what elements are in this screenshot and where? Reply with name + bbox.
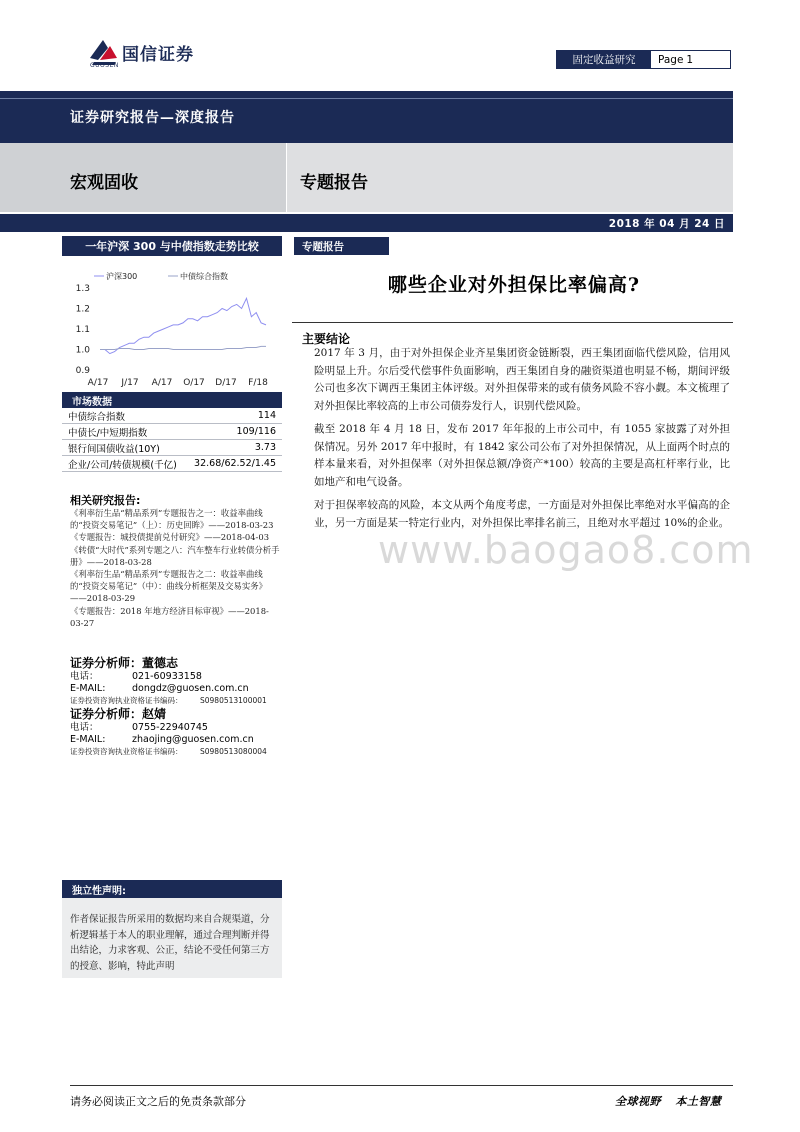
analyst-phone-line [70,722,282,734]
market-data-label: 银行间国债收益(10Y) [68,443,160,455]
analyst-email[interactable]: dongdz@guosen.com.cn [132,683,249,694]
cert-label: 证券投资咨询执业资格证书编码： [70,696,183,705]
related-reports-list [70,507,280,629]
brand-name-en: GUOSEN [90,62,119,69]
x-tick-label: A/17 [87,378,109,388]
header-box [556,50,731,69]
footer-slogan [615,1093,721,1109]
market-data-value: 3.73 [254,442,276,453]
x-tick-label: A/17 [151,378,173,388]
sector-panel [0,143,286,212]
analyst-phone: 0755-22940745 [132,722,208,733]
y-tick-label: 1.0 [75,345,90,356]
y-tick-label: 1.2 [75,304,90,315]
market-data-row [62,408,282,424]
brand-name: 国信证券 [122,45,194,65]
footer-disclaimer: 请务必阅读正文之后的免责条款部分 [70,1095,246,1108]
legend-label: 中债综合指数 [180,272,228,281]
chart-heading: 一年沪深 300 与中债指数走势比较 [62,236,282,256]
phone-label: 电话： [70,671,99,682]
analyst-card [70,655,282,706]
analyst-contacts [70,655,282,757]
report-tag: 专题报告 [294,237,389,255]
analyst-name: 赵婧 [142,707,167,721]
slogan-part: 本土智慧 [675,1095,722,1108]
market-data-label: 中债长/中短期指数 [68,427,148,439]
x-tick-label: D/17 [215,378,237,388]
independence-statement: 作者保证报告所采用的数据均来自合规渠道，分析逻辑基于本人的职业理解，通过合理判断并得出结论，力求客观、公正，结论不受任何第三方的授意、影响，特此声明 [70,914,270,972]
analyst-name-line [70,706,282,722]
cert-label: 证券投资咨询执业资格证书编码： [70,747,183,756]
report-title: 哪些企业对外担保比率偏高? [387,274,641,296]
analyst-card [70,706,282,757]
market-data-table [62,408,282,472]
section-title: 主要结论 [302,332,351,346]
related-report-item[interactable]: 《专题报告：城投债提前兑付研究》——2018-04-03 [70,532,270,543]
analyst-cert: S0980513100001 [200,696,267,705]
series-line [100,298,266,353]
analyst-role: 证券分析师： [70,656,143,670]
series-line [100,346,266,349]
main-conclusions [314,345,730,538]
y-tick-label: 1.3 [75,284,90,294]
market-data-row [62,456,282,472]
page-label: Page [658,53,684,66]
date-bar [0,214,733,232]
market-data-row [62,440,282,456]
paragraph: 对于担保率较高的风险，本文从两个角度考虑，一方面是对外担保比率绝对水平偏高的企业，另一方面是某一特定行业内，对外担保比率排名前三，且绝对水平超过 10%的企业。 [314,499,730,529]
analyst-email-line [70,683,282,695]
market-data-value: 32.68/62.52/1.45 [194,458,276,469]
related-report-item[interactable]: 《利率衍生品“精品系列”专题报告之一：收益率曲线的“投资交易笔记”（上）：历史回眸》——2018-03-23 [70,508,274,531]
related-report-item[interactable]: 《转债“大时代”系列专题之八：汽车整车行业转债分析手册》——2018-03-28 [70,544,280,567]
email-label: E-MAIL: [70,734,106,745]
research-category: 固定收益研究 [557,51,651,68]
analyst-cert: S0980513080004 [200,747,267,756]
related-reports-heading: 相关研究报告: [70,494,141,507]
market-data-heading: 市场数据 [62,392,282,408]
analyst-email-line [70,734,282,746]
index-comparison-chart [62,258,282,388]
related-report-item[interactable]: 《利率衍生品“精品系列”专题报告之二：收益率曲线的“投资交易笔记”（中）：曲线分析框架及交易实务》——2018-03-29 [70,569,267,604]
analyst-email[interactable]: zhaojing@guosen.com.cn [132,734,254,745]
title-rule [292,322,733,323]
x-tick-label: F/18 [248,378,268,388]
page-indicator [651,51,730,68]
panel-divider [286,143,287,212]
legend-label: 沪深300 [106,272,138,281]
page-number: 1 [686,53,694,66]
analyst-phone-line [70,671,282,683]
market-data-label: 中债综合指数 [68,411,126,423]
analyst-cert-line [70,695,282,706]
paragraph: 2017 年 3 月，由于对外担保企业齐星集团资金链断裂，西王集团面临代偿风险，信用风险明显上升。尔后受代偿事件负面影响，西王集团自身的融资渠道也明显不畅，期间评级公司也多次下调西王集团主体评级。对外担保带来的或有债务风险不容小觑。本文梳理了对外担保比率较高的上市公司债券发行人，识别代偿风险。 [314,347,730,412]
footer-rule [70,1085,733,1086]
analyst-phone: 021-60933158 [132,671,202,682]
x-tick-label: J/17 [121,378,139,388]
title-band-rule [0,98,733,99]
related-report-item[interactable]: 《专题报告：2018 年地方经济目标审视》——2018-03-27 [70,605,269,628]
x-tick-label: O/17 [183,378,205,388]
paragraph: 截至 2018 年 4 月 18 日，发布 2017 年年报的上市公司中，有 1055 家披露了对外担保情况。另外 2017 年中报时，有 1842 家公司公布了对外担保情况，从上面两个时点的样本量来看，对外担保率（对外担保总额/净资产*100）较高的主要是高杠杆率行业，比如地产和电气设备。 [314,423,730,488]
analyst-role: 证券分析师： [70,707,143,721]
analyst-name-line [70,655,282,671]
watermark: www.baogao8.com [378,528,754,572]
independence-heading: 独立性声明: [62,880,282,898]
market-data-value: 114 [257,410,276,421]
market-data-row [62,424,282,440]
y-tick-label: 0.9 [75,366,90,376]
report-type-label: 专题报告 [300,173,368,193]
slogan-part: 全球视野 [615,1095,661,1108]
email-label: E-MAIL: [70,683,106,694]
analyst-name: 董德志 [142,656,179,670]
market-data-label: 企业/公司/转债规模(千亿) [68,459,177,471]
phone-label: 电话： [70,722,99,733]
analyst-cert-line [70,746,282,757]
report-series-title: 证券研究报告—深度报告 [70,110,235,126]
y-tick-label: 1.1 [75,325,90,335]
report-date: 2018 年 04 月 24 日 [608,217,725,230]
market-data-value: 109/116 [236,426,276,437]
sector-label: 宏观固收 [70,173,138,193]
